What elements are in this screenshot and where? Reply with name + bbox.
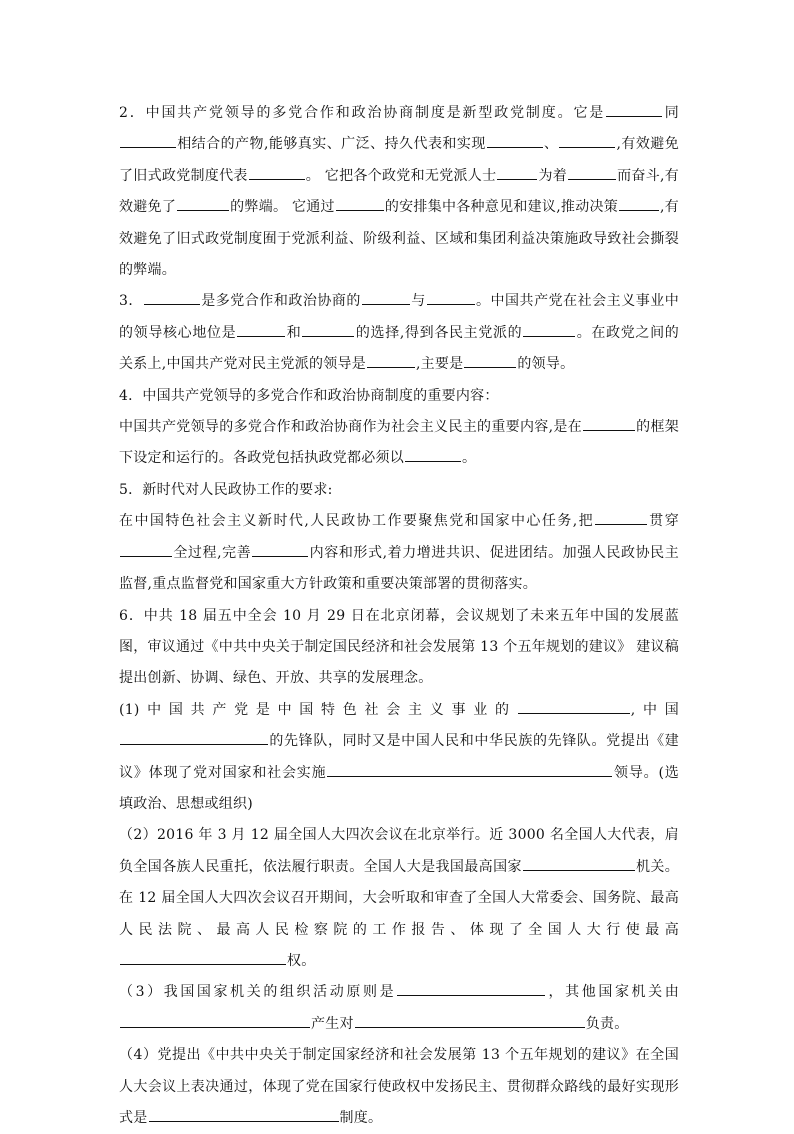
q6-4-text-1: （4）党提出《中共中央关于制定国家经济和社会发展第 13 个五年规划的建议》在全国人大会议上表决通过，体现了党在国家行使政权中发扬民主、贯彻群众路线的最好实现形式是 [119, 1047, 679, 1126]
q6-1-text-4: 领导。(选填政治、思想或组织) [119, 764, 680, 812]
q6-2-text-3: 权。 [287, 952, 316, 969]
q3-text-6: 的选择,得到各民主党派的 [355, 324, 523, 341]
q3-text-9: 的领导。 [517, 356, 575, 373]
q2-text-5: ,有效避免了旧式政党制度代表 [119, 136, 680, 184]
fill-blank[interactable] [252, 541, 308, 557]
q6-1-text-3: 的先锋队，同时又是中国人民和中华民族的先锋队。党提出《建议》体现了党对国家和社会实施 [119, 733, 679, 781]
fill-blank[interactable] [464, 352, 516, 368]
q6-3-text-4: 负责。 [585, 1015, 629, 1032]
fill-blank[interactable] [120, 541, 172, 557]
question-3 [119, 286, 679, 380]
q3-text-1: 3． [119, 293, 143, 310]
fill-blank[interactable] [606, 101, 662, 117]
q4-text-3: 。 [462, 450, 477, 467]
fill-blank[interactable] [355, 1012, 585, 1028]
q6-1-text-2: ,中国 [630, 701, 679, 718]
fill-blank[interactable] [177, 195, 229, 211]
fill-blank[interactable] [149, 1106, 339, 1122]
fill-blank[interactable] [336, 195, 384, 211]
fill-blank[interactable] [518, 698, 630, 714]
question-6-intro: 6．中共 18 届五中全会 10 月 29 日在北京闭幕，会议规划了未来五年中国的发展蓝图，审议通过《中共中央关于制定国民经济和社会发展第 13 个五年规划的建议》 建议稿提出创新、协调、绿色、开放、共享的发展理念。 [119, 607, 679, 687]
q6-4-text-2: 制度。 [339, 1110, 383, 1126]
fill-blank[interactable] [595, 509, 647, 525]
question-6-sub-1 [119, 695, 679, 821]
fill-blank[interactable] [249, 164, 305, 180]
question-5-body [119, 506, 679, 600]
q2-text-3: 相结合的产物,能够真实、广泛、持久代表和实现 [177, 136, 486, 153]
q3-text-3: 与 [410, 293, 426, 310]
q2-text-4: 、 [543, 136, 559, 153]
fill-blank[interactable] [144, 289, 200, 305]
q2-text-10: 的安排集中各种意见和建议,推动决策 [384, 199, 619, 216]
fill-blank[interactable] [367, 352, 415, 368]
q3-text-8: ,主要是 [415, 356, 464, 373]
q2-text-8: 而奋斗,有效避免了 [119, 167, 680, 216]
fill-blank[interactable] [583, 415, 635, 431]
question-6-sub-4 [119, 1040, 679, 1134]
q3-text-4: 。中国共产党在社会主义事业中的领导核心地位是 [119, 293, 680, 341]
question-6-sub-3 [119, 977, 679, 1040]
fill-blank[interactable] [120, 729, 268, 745]
q6-3-text-3: 产生对 [311, 1015, 354, 1032]
fill-blank[interactable] [327, 761, 612, 777]
question-5-title: 5．新时代对人民政协工作的要求: [119, 481, 333, 498]
q2-text-11: ,有效避免了旧式政党制度囿于党派利益、阶级利益、区域和集团利益决策施政导致社会撕裂的弊端。 [119, 199, 680, 279]
fill-blank[interactable] [427, 289, 475, 305]
q2-text-9: 的弊端。 它通过 [230, 199, 335, 216]
q6-2-text-1: （2）2016 年 3 月 12 届全国人大四次会议在北京举行。近 3000 名全国人大代表，肩负全国各族人民重托，依法履行职责。全国人大是我国最高国家 [119, 827, 679, 875]
fill-blank[interactable] [497, 164, 537, 180]
q4-text-1: 中国共产党领导的多党合作和政治协商作为社会主义民主的重要内容,是在 [119, 419, 583, 436]
fill-blank[interactable] [568, 164, 616, 180]
fill-blank[interactable] [120, 949, 286, 965]
q3-text-5: 和 [286, 324, 302, 341]
question-6-sub-2 [119, 820, 679, 977]
fill-blank[interactable] [237, 321, 285, 337]
question-2 [119, 98, 679, 286]
fill-blank[interactable] [302, 321, 354, 337]
worksheet-page [119, 98, 679, 1134]
q5-text-2: 贯穿 [648, 513, 679, 530]
fill-blank[interactable] [120, 1012, 310, 1028]
q2-text-2: 同 [663, 105, 680, 121]
fill-blank[interactable] [362, 289, 410, 305]
fill-blank[interactable] [405, 446, 461, 462]
q3-text-2: 是多党合作和政治协商的 [200, 293, 361, 310]
fill-blank[interactable] [523, 321, 575, 337]
q2-text-6: 。 它把各个政党和无党派人士 [305, 167, 497, 184]
q6-1-text-1: (1)中国共产党是中国特色社会主义事业的 [119, 701, 517, 718]
q6-3-text-1: （3）我国国家机关的组织活动原则是 [119, 984, 397, 1001]
q2-text-1: 2．中国共产党领导的多党合作和政治协商制度是新型政党制度。它是 [119, 105, 606, 121]
fill-blank[interactable] [397, 980, 545, 996]
q6-2-text-2: 机关。在 12 届全国人大四次会议召开期间，大会听取和审查了全国人大常委会、国务院、最高人民法院、最高人民检察院的工作报告、体现了全国人大行使最高 [119, 858, 680, 938]
q2-text-7: 为着 [538, 167, 568, 184]
question-4-body [119, 412, 679, 475]
fill-blank[interactable] [619, 195, 659, 211]
q5-text-4: 内容和形式,着力增进共识、促进团结。加强人民政协民主监督,重点监督党和国家重大方针政策和重要决策部署的贯彻落实。 [119, 544, 680, 593]
q5-text-1: 在中国特色社会主义新时代,人民政协工作要聚焦党和国家中心任务,把 [119, 513, 595, 530]
q5-text-3: 全过程,完善 [173, 544, 252, 561]
q6-3-text-2: ，其他国家机关由 [546, 984, 680, 1001]
fill-blank[interactable] [120, 132, 176, 148]
fill-blank[interactable] [487, 132, 543, 148]
q3-text-7: 。在政党之间的关系上,中国共产党对民主党派的领导是 [119, 324, 680, 373]
fill-blank[interactable] [559, 132, 615, 148]
q4-text-2: 的框架下设定和运行的。各政党包括执政党都必须以 [119, 419, 680, 467]
question-4-title: 4．中国共产党领导的多党合作和政治协商制度的重要内容： [119, 387, 499, 404]
fill-blank[interactable] [523, 855, 635, 871]
